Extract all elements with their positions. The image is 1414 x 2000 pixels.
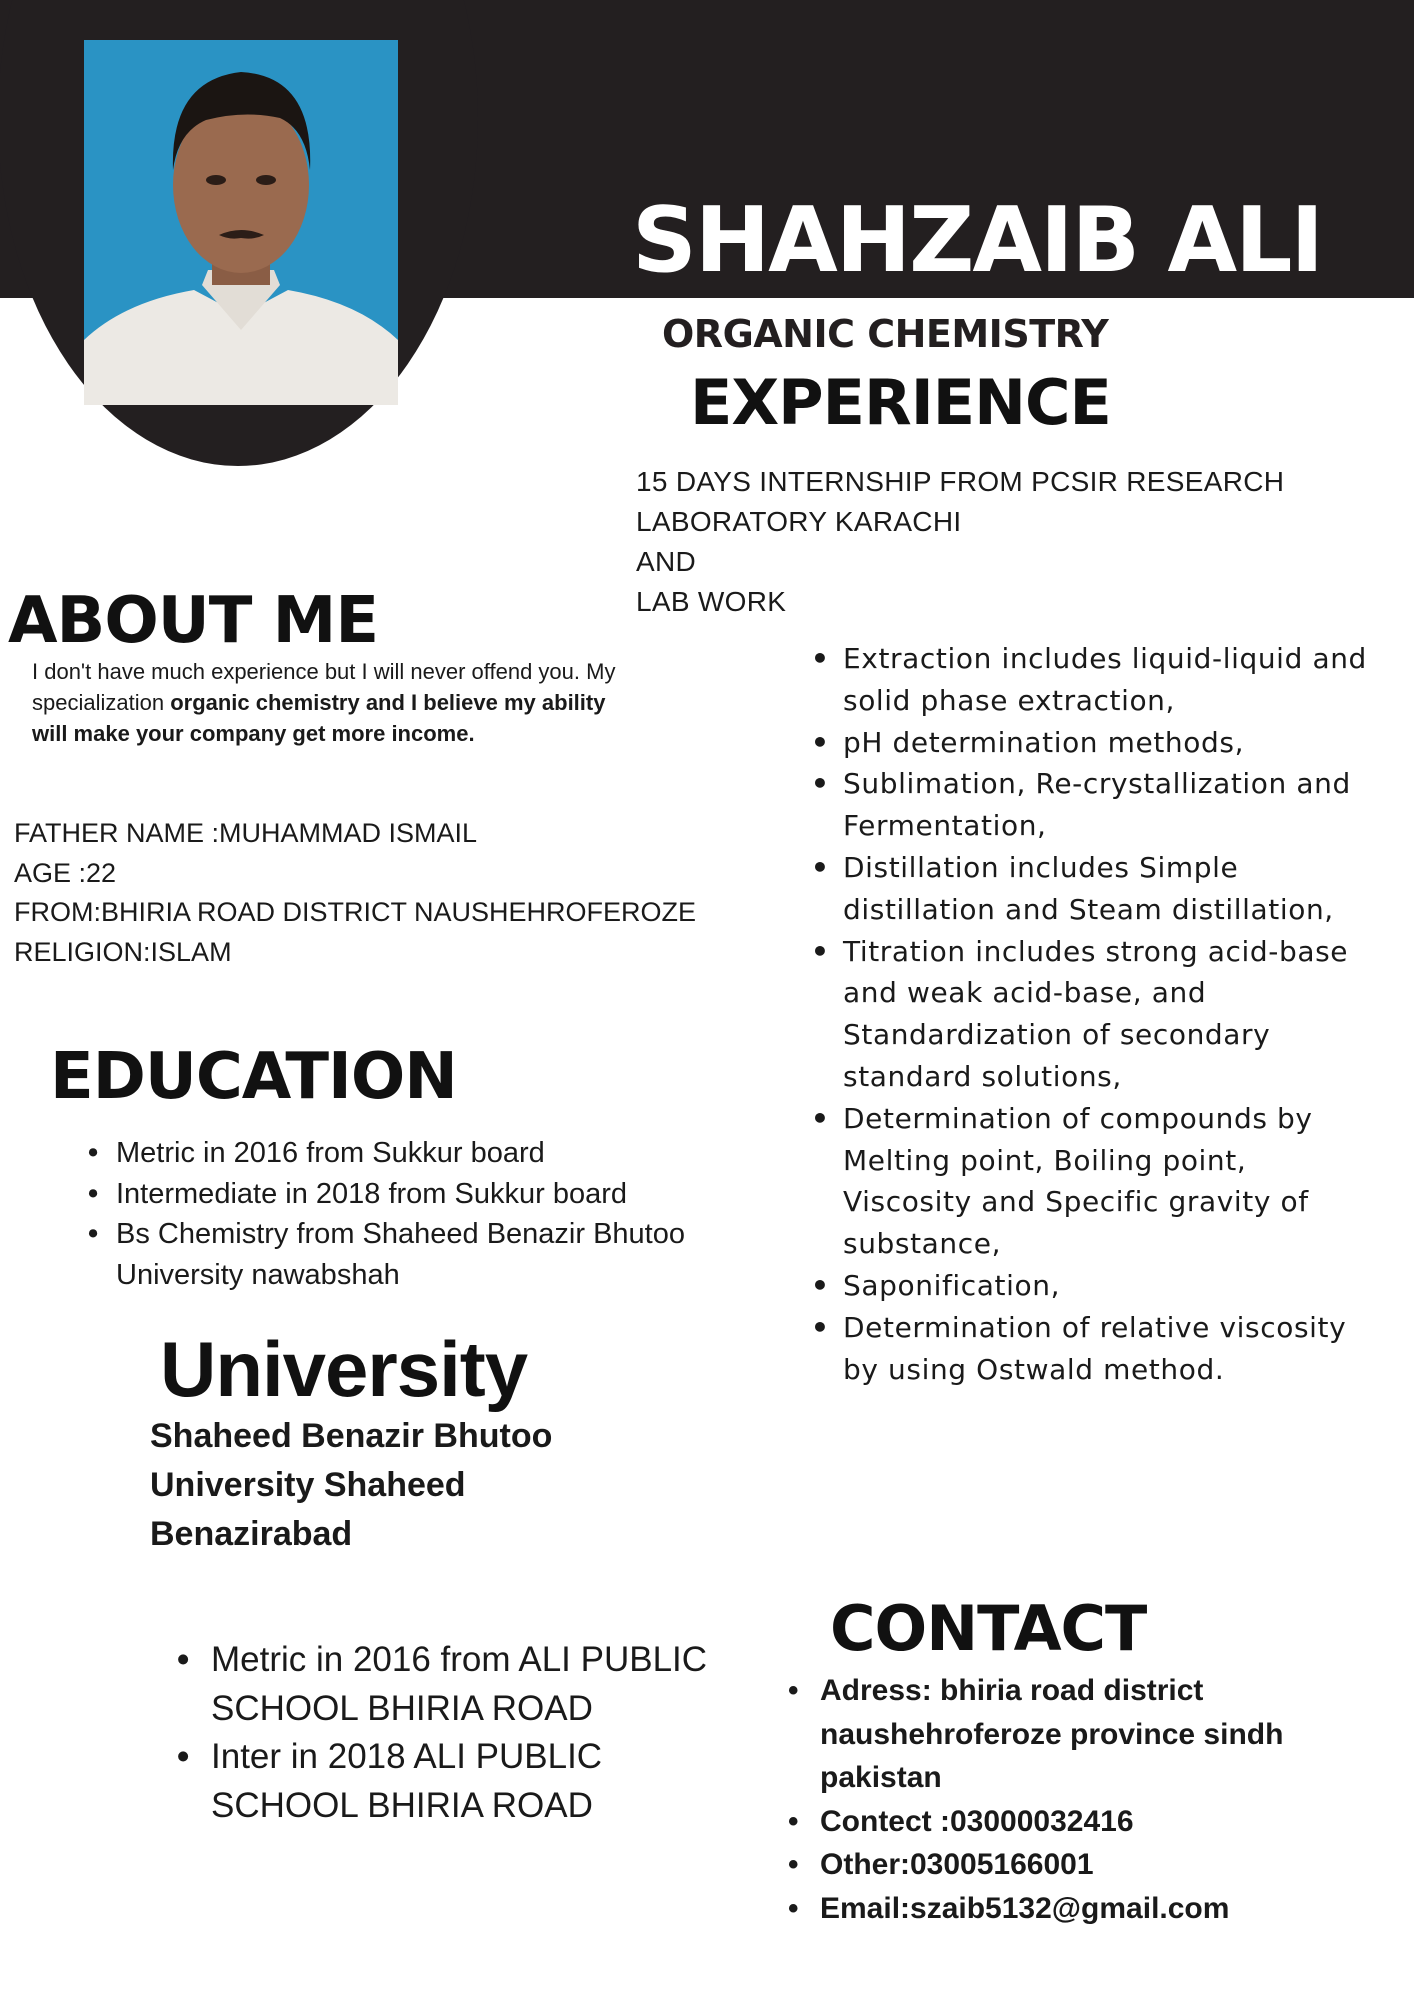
education-list bbox=[116, 1133, 736, 1295]
age: AGE :22 bbox=[14, 857, 117, 888]
contact-phone: • Contect :03000032416 bbox=[820, 1800, 1400, 1844]
education-heading: EDUCATION bbox=[50, 1040, 457, 1114]
contact-heading: CONTACT bbox=[830, 1592, 1147, 1665]
school-item: • Inter in 2018 ALI PUBLIC SCHOOL BHIRIA ROAD bbox=[211, 1733, 731, 1830]
lab-work-item: • Distillation includes Simple distillation and Steam distillation, bbox=[843, 847, 1383, 931]
contact-other-phone: • Other:03005166001 bbox=[820, 1843, 1400, 1887]
experience-heading: EXPERIENCE bbox=[690, 366, 1111, 439]
lab-work-item: • Sublimation, Re-crystallization and Fermentation, bbox=[843, 763, 1383, 847]
religion: RELIGION:ISLAM bbox=[14, 936, 232, 967]
education-item: • Intermediate in 2018 from Sukkur board bbox=[116, 1174, 736, 1215]
about-heading: ABOUT ME bbox=[8, 584, 379, 658]
candidate-name: SHAHZAIB ALI bbox=[632, 188, 1322, 293]
experience-intro-line: LABORATORY KARACHI bbox=[636, 506, 962, 537]
lab-work-item: • pH determination methods, bbox=[843, 722, 1383, 764]
about-paragraph bbox=[32, 656, 632, 749]
profile-photo bbox=[84, 40, 398, 405]
university-heading: University bbox=[160, 1325, 528, 1413]
experience-intro-line: LAB WORK bbox=[636, 586, 787, 617]
lab-work-item: • Saponification, bbox=[843, 1265, 1383, 1307]
lab-work-list bbox=[843, 638, 1383, 1390]
lab-work-item: • Extraction includes liquid-liquid and solid phase extraction, bbox=[843, 638, 1383, 722]
personal-details bbox=[14, 814, 804, 972]
contact-email: • Email:szaib5132@gmail.com bbox=[820, 1887, 1400, 1931]
contact-list bbox=[820, 1669, 1400, 1931]
experience-intro bbox=[636, 462, 1376, 622]
university-name: Shaheed Benazir Bhutoo University Shaheed Benazirabad bbox=[150, 1417, 553, 1553]
lab-work-item: • Determination of relative viscosity by using Ostwald method. bbox=[843, 1307, 1383, 1391]
lab-work-item: • Determination of compounds by Melting point, Boiling point, Viscosity and Specific gravity of substance, bbox=[843, 1098, 1383, 1265]
about-text-bold: organic chemistry and I believe my ability will make your company get more income. bbox=[32, 690, 606, 746]
portrait-image bbox=[84, 40, 398, 405]
hometown: FROM:BHIRIA ROAD DISTRICT NAUSHEHROFEROZE bbox=[14, 897, 697, 927]
lab-work-item: • Titration includes strong acid-base and weak acid-base, and Standardization of secondary standard solutions, bbox=[843, 931, 1383, 1098]
school-item: • Metric in 2016 from ALI PUBLIC SCHOOL BHIRIA ROAD bbox=[211, 1636, 731, 1733]
experience-intro-line: 15 DAYS INTERNSHIP FROM PCSIR RESEARCH bbox=[636, 466, 1285, 497]
education-item: • Metric in 2016 from Sukkur board bbox=[116, 1133, 736, 1174]
job-subtitle: ORGANIC CHEMISTRY bbox=[662, 312, 1109, 356]
father-name: FATHER NAME :MUHAMMAD ISMAIL bbox=[14, 818, 478, 848]
experience-intro-line: AND bbox=[636, 546, 697, 577]
school-list bbox=[211, 1636, 731, 1830]
education-item: • Bs Chemistry from Shaheed Benazir Bhutoo University nawabshah bbox=[116, 1214, 736, 1295]
contact-address: • Adress: bhiria road district naushehroferoze province sindh pakistan bbox=[820, 1669, 1400, 1800]
about-text-regular: I don't have much experience but I will never offend you. My specialization bbox=[32, 659, 616, 715]
